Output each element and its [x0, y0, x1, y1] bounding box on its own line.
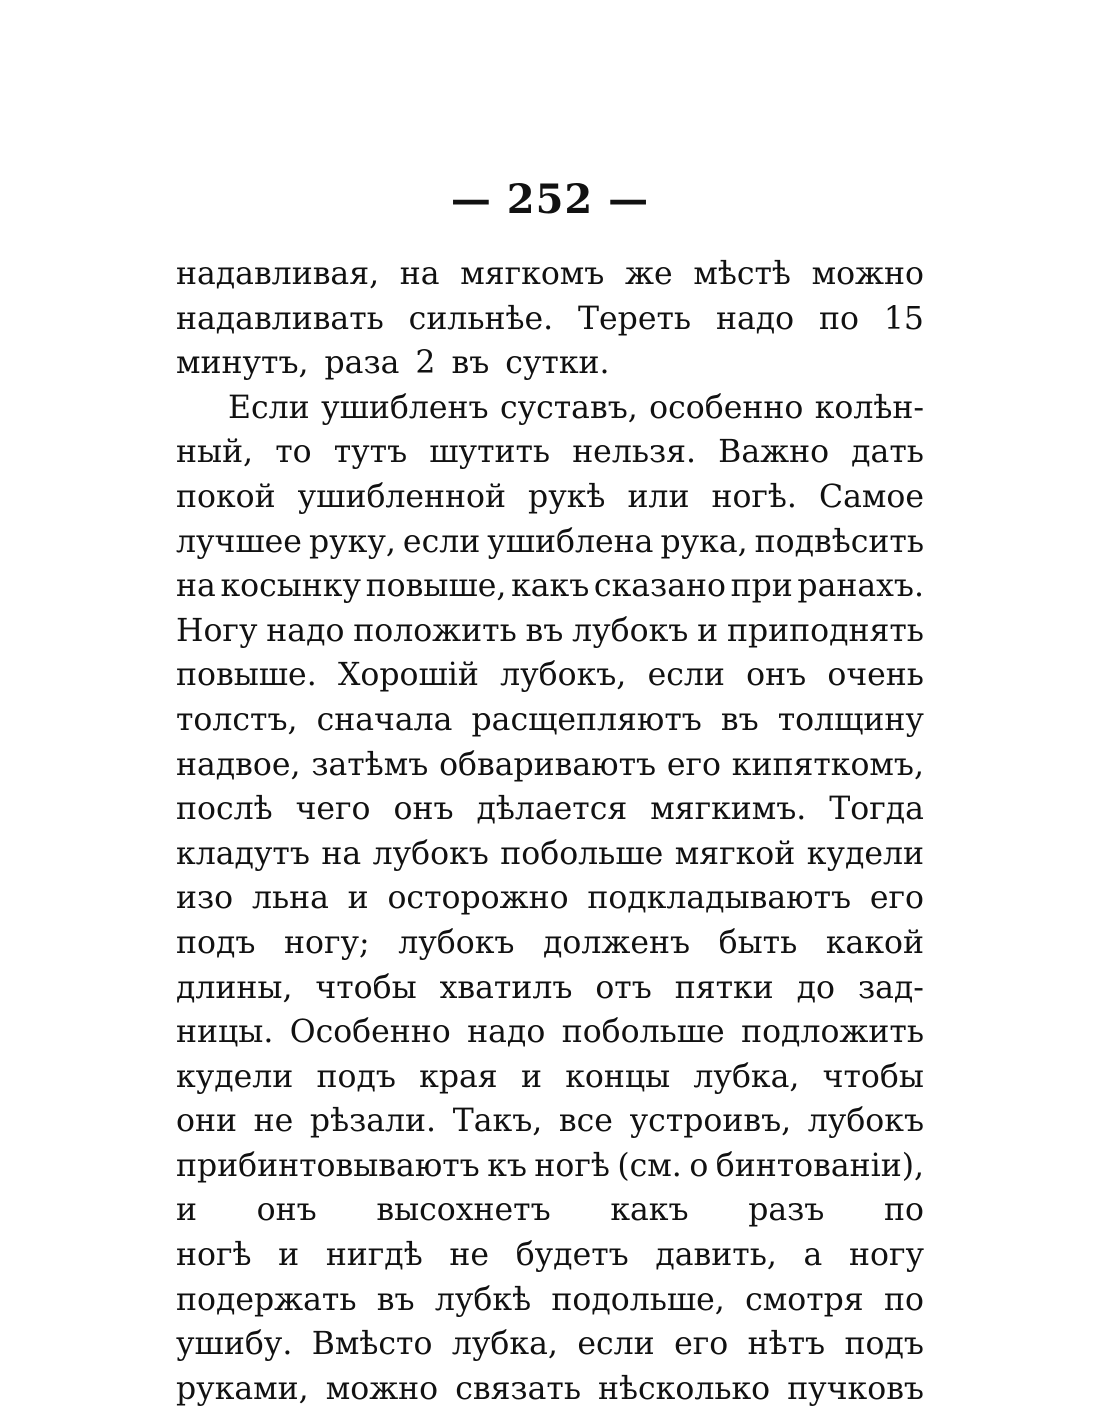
word: Если	[228, 389, 310, 426]
word: и	[278, 1237, 300, 1274]
word: рѣзали.	[309, 1103, 437, 1140]
word: ногѣ.	[711, 478, 797, 515]
word: лубокъ	[572, 612, 689, 649]
word: кудели	[806, 835, 924, 872]
word: прибинтовываютъ	[176, 1147, 480, 1184]
word: сначала	[316, 701, 453, 738]
word: какъ	[511, 568, 590, 605]
word: его	[869, 880, 924, 917]
word: сутки.	[505, 345, 610, 382]
word: подъ	[844, 1326, 924, 1363]
word: Особенно	[289, 1014, 451, 1051]
word: рукѣ	[528, 478, 606, 515]
word: ранахъ.	[797, 568, 924, 605]
word: повыше.	[176, 657, 317, 694]
word: они	[176, 1103, 237, 1140]
word: обвариваютъ	[439, 746, 657, 783]
word: по	[883, 1281, 924, 1318]
word: онъ	[256, 1192, 317, 1229]
text-line	[176, 1055, 924, 1100]
word: и	[347, 880, 369, 917]
word: подъ	[176, 924, 256, 961]
word: Тогда	[829, 791, 924, 828]
word: если	[647, 657, 725, 694]
text-line	[176, 1278, 924, 1323]
word: нѣсколько	[598, 1370, 771, 1407]
word: подвѣсить	[754, 523, 924, 560]
word: подложить	[741, 1014, 924, 1051]
word: ногу	[849, 1237, 924, 1274]
word: дѣлается	[476, 791, 628, 828]
word: Ногу	[176, 612, 258, 649]
word: Тереть	[578, 300, 692, 337]
word: руками,	[176, 1370, 309, 1407]
word: быть	[718, 924, 798, 961]
word: осторожно	[387, 880, 569, 917]
word: суставъ,	[499, 389, 638, 426]
word: же	[625, 256, 673, 292]
word: 2	[415, 345, 436, 382]
word: бинтованіи),	[715, 1147, 924, 1184]
word: послѣ	[176, 791, 273, 828]
word: очень	[827, 657, 924, 694]
word: будетъ	[515, 1237, 629, 1274]
word: надо	[467, 1014, 546, 1051]
text-line	[176, 520, 924, 565]
word: мягкомъ	[460, 256, 605, 292]
word: не	[449, 1237, 490, 1274]
word: расщепляютъ	[471, 701, 702, 738]
word: можно	[325, 1370, 439, 1407]
word: на	[399, 256, 440, 292]
word: и	[697, 612, 719, 649]
word: его	[666, 746, 721, 783]
word: колѣн-	[814, 389, 924, 426]
word: лубокъ	[398, 924, 515, 961]
text-line	[176, 564, 924, 609]
text-line	[176, 297, 924, 342]
word: лучшее	[176, 523, 302, 560]
word: мягкимъ.	[650, 791, 807, 828]
word: отъ	[595, 969, 652, 1006]
word: (см.	[617, 1147, 682, 1184]
text-line	[176, 386, 924, 431]
word: зад-	[857, 969, 924, 1006]
word: на	[321, 835, 362, 872]
text-line	[176, 653, 924, 698]
text-line	[176, 876, 924, 921]
word: то	[275, 434, 312, 471]
word: разъ	[748, 1192, 825, 1229]
body-text	[176, 252, 924, 1411]
word: края	[419, 1058, 498, 1095]
word: ушиблена	[487, 523, 654, 560]
word: подольше,	[551, 1281, 725, 1318]
word: ногѣ	[176, 1237, 252, 1274]
word: при	[730, 568, 793, 605]
word: мягкой	[674, 835, 796, 872]
word: если	[577, 1326, 655, 1363]
word: къ	[487, 1147, 527, 1184]
word: и	[520, 1058, 542, 1095]
word: хватилъ	[439, 969, 573, 1006]
word: ный,	[176, 434, 254, 471]
text-line	[176, 430, 924, 475]
word: сильнѣе.	[408, 300, 554, 337]
word: нѣтъ	[747, 1326, 826, 1363]
word: концы	[565, 1058, 671, 1095]
word: покой	[176, 478, 276, 515]
word: а	[803, 1237, 823, 1274]
word: Важно	[718, 434, 830, 471]
word: чтобы	[822, 1058, 924, 1095]
word: ницы.	[176, 1014, 274, 1051]
word: нигдѣ	[325, 1237, 423, 1274]
word: лубкѣ	[434, 1281, 532, 1318]
text-line	[176, 832, 924, 877]
word: онъ	[393, 791, 454, 828]
word: длины,	[176, 969, 293, 1006]
word: чтобы	[315, 969, 417, 1006]
word: надавливая,	[176, 256, 380, 292]
text-line	[176, 1099, 924, 1144]
word: лубка,	[451, 1326, 558, 1363]
text-line	[176, 341, 924, 386]
word: его	[674, 1326, 729, 1363]
word: подкладываютъ	[587, 880, 852, 917]
word: надвое,	[176, 746, 301, 783]
word: руку,	[308, 523, 396, 560]
word: лубокъ,	[500, 657, 627, 694]
word: все	[558, 1103, 613, 1140]
word: повыше,	[365, 568, 507, 605]
word: Вмѣсто	[311, 1326, 433, 1363]
text-line	[176, 1188, 924, 1233]
word: побольше	[500, 835, 664, 872]
text-line	[176, 475, 924, 520]
word: пучковъ	[787, 1370, 924, 1407]
word: минутъ,	[176, 345, 309, 382]
text-line	[176, 698, 924, 743]
word: или	[627, 478, 690, 515]
word: побольше	[561, 1014, 725, 1051]
word: не	[253, 1103, 294, 1140]
word: приподнять	[726, 612, 924, 649]
word: подъ	[316, 1058, 396, 1095]
text-line	[176, 1010, 924, 1055]
word: какъ	[610, 1192, 689, 1229]
text-line	[176, 921, 924, 966]
word: толстъ,	[176, 701, 298, 738]
word: давить,	[655, 1237, 777, 1274]
word: дать	[851, 434, 924, 471]
word: Хорошій	[337, 657, 479, 694]
word: онъ	[746, 657, 807, 694]
word: особенно	[649, 389, 804, 426]
word: тутъ	[333, 434, 408, 471]
word: пятки	[674, 969, 774, 1006]
word: на	[176, 568, 216, 605]
word: лубокъ	[807, 1103, 924, 1140]
page-number: — 252 —	[450, 176, 650, 223]
word: по	[818, 300, 859, 337]
word: связать	[455, 1370, 581, 1407]
word: и	[176, 1192, 197, 1229]
word: смотря	[745, 1281, 864, 1318]
word: высохнетъ	[376, 1192, 551, 1229]
word: шутить	[429, 434, 551, 471]
word: въ	[376, 1281, 415, 1318]
word: мѣстѣ	[693, 256, 791, 292]
word: косынку	[220, 568, 362, 605]
word: раза	[324, 345, 400, 382]
word: рука,	[660, 523, 748, 560]
text-line	[176, 1367, 924, 1411]
word: затѣмъ	[311, 746, 429, 783]
text-line	[176, 966, 924, 1011]
word: сказано	[593, 568, 726, 605]
word: Такъ,	[452, 1103, 543, 1140]
text-line	[176, 252, 924, 297]
text-line	[176, 609, 924, 654]
word: изо	[176, 880, 234, 917]
text-line	[176, 1233, 924, 1278]
word: въ	[720, 701, 759, 738]
word: долженъ	[543, 924, 691, 961]
word: ушибленъ	[321, 389, 489, 426]
text-line	[176, 787, 924, 832]
word: Самое	[818, 478, 924, 515]
word: устроивъ,	[629, 1103, 792, 1140]
word: ушибленной	[297, 478, 507, 515]
word: въ	[525, 612, 564, 649]
word: подержать	[176, 1281, 357, 1318]
word: какой	[825, 924, 924, 961]
word: можно	[811, 256, 924, 292]
word: о	[689, 1147, 709, 1184]
word: кладутъ	[176, 835, 310, 872]
word: до	[796, 969, 835, 1006]
word: толщину	[777, 701, 924, 738]
word: нельзя.	[572, 434, 697, 471]
text-line	[176, 1322, 924, 1367]
word: по	[884, 1192, 924, 1229]
word: кипяткомъ,	[731, 746, 924, 783]
word: если	[402, 523, 481, 560]
word: надавливать	[176, 300, 384, 337]
word: надо	[715, 300, 795, 337]
word: льна	[251, 880, 329, 917]
word: положить	[353, 612, 517, 649]
word: лубокъ	[372, 835, 489, 872]
word: лубка,	[693, 1058, 800, 1095]
word: кудели	[176, 1058, 294, 1095]
word: ушибу.	[176, 1326, 293, 1363]
word: 15	[883, 300, 924, 337]
word: надо	[266, 612, 345, 649]
text-line	[176, 743, 924, 788]
word: ногу;	[284, 924, 370, 961]
word: въ	[451, 345, 490, 382]
word: ногѣ	[534, 1147, 610, 1184]
word: чего	[295, 791, 371, 828]
text-line	[176, 1144, 924, 1189]
